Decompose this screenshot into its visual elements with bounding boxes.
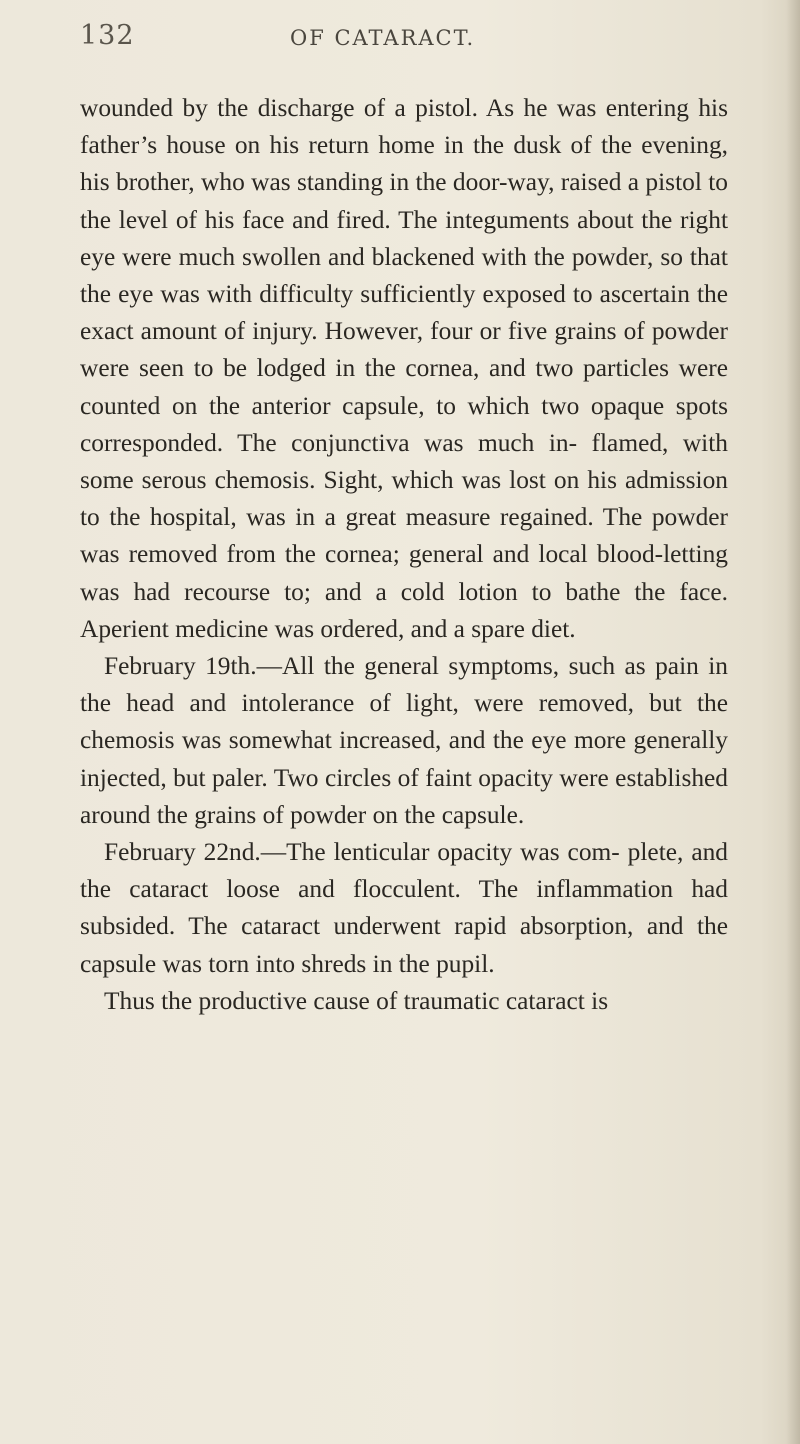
page-number: 132 (80, 20, 135, 51)
page-header (0, 20, 800, 60)
paragraph-conclusion: Thus the productive cause of traumatic cataract is (104, 986, 609, 1015)
running-title: OF CATARACT. (290, 26, 476, 50)
page-edge-shadow (786, 0, 800, 1444)
paragraph-case-intro: wounded by the discharge of a pistol. As he was entering his father’s house on his return home in the dusk of the evening, his brother, who was standing in the door-way, raised a pistol to the level of his face and fired. The integuments about the right eye were much swollen and blackened with the powder, so that the eye was with difficulty sufficiently exposed to ascertain the exact amount of injury. However, four or five grains of powder were seen to be lodged in the cornea, and two particles were counted on the anterior capsule, to which two opaque spots corresponded. The conjunctiva was much in- flamed, with some serous chemosis. Sight, which was lost on his admission to the hospital, was in a great measure regained. The powder was removed from the cornea; general and local blood-letting was had recourse to; and a cold lotion to bathe the face. Aperient medicine was ordered, and a spare diet. (80, 94, 728, 643)
body-text (80, 90, 728, 1020)
paragraph-feb-22: February 22nd.—The lenticular opacity was com- plete, and the cataract loose and flocculent. The inflammation had subsided. The cataract underwent rapid absorption, and the capsule was torn into shreds in the pupil. (80, 838, 728, 978)
paragraph-feb-19: February 19th.—All the general symptoms, such as pain in the head and intolerance of light, were removed, but the chemosis was somewhat increased, and the eye more generally injected, but paler. Two circles of faint opacity were established around the grains of powder on the capsule. (80, 652, 728, 829)
